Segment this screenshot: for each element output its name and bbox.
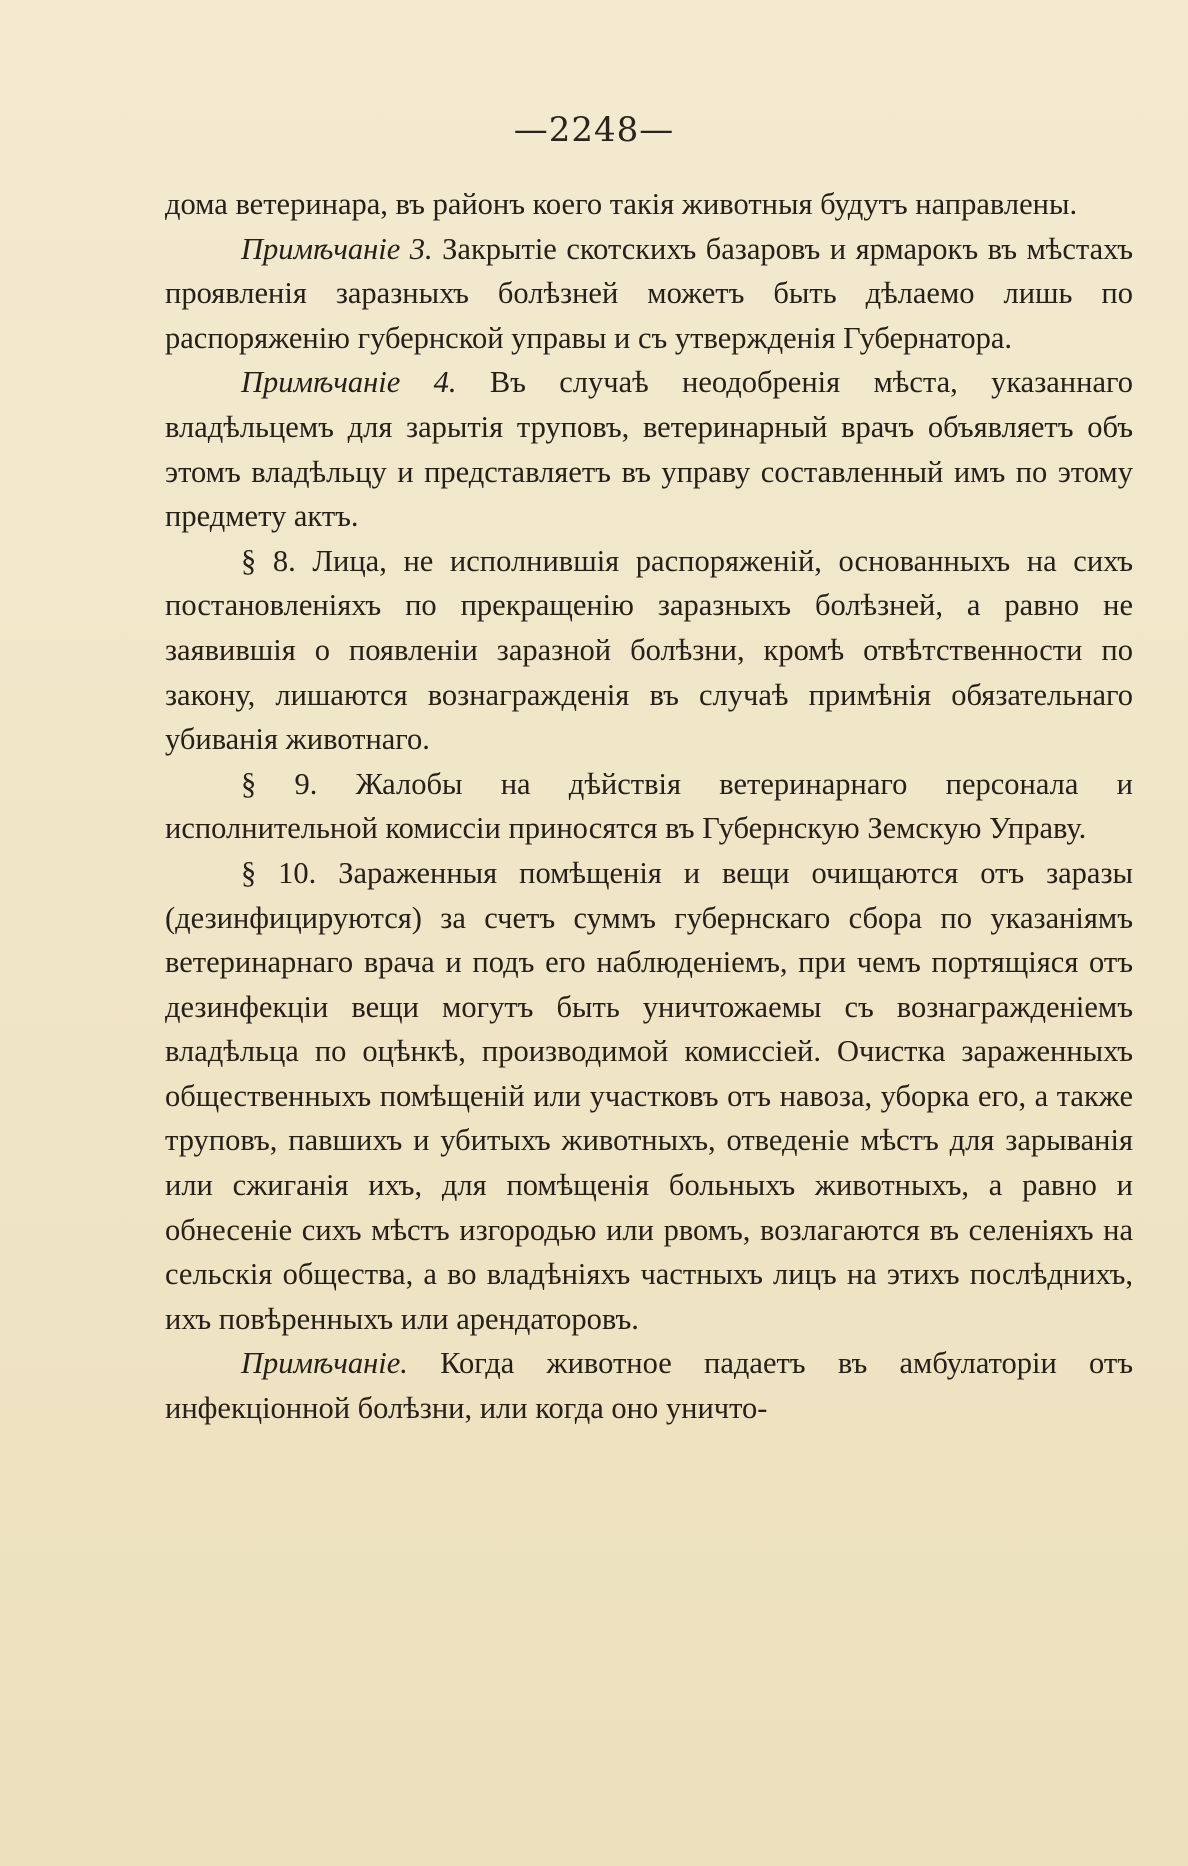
paragraph-continuation (165, 182, 1133, 227)
note-label: Примѣчаніе 3. (241, 231, 433, 266)
paragraph-section-8 (165, 539, 1133, 762)
page-number: —2248— (513, 110, 675, 150)
paragraph-text: § 10. Зараженныя помѣщенія и вещи очищаются отъ заразы (дезинфицируются) за счетъ суммъ губернскаго сбора по указаніямъ ветеринарнаго врача и подъ его наблюденіемъ, при чемъ портящіяся отъ дезинфекціи вещи могутъ быть уничтожаемы съ вознагражденіемъ владѣльца по оцѣнкѣ, производимой комиссіей. Очистка зараженныхъ общественныхъ помѣщеній или участковъ отъ навоза, уборка его, а также труповъ, павшихъ и убитыхъ животныхъ, отведеніе мѣстъ для зарыванія или сжиганія ихъ, для помѣщенія больныхъ животныхъ, а равно и обнесеніе сихъ мѣстъ изгородью или рвомъ, возлагаются въ селеніяхъ на сельскія общества, а во владѣніяхъ частныхъ лицъ на этихъ послѣднихъ, ихъ повѣренныхъ или арендаторовъ. (165, 855, 1133, 1336)
paragraph-text: Въ случаѣ неодобренія мѣста, указаннаго владѣльцемъ для зарытія труповъ, ветеринарный врачъ объявляетъ объ этомъ владѣльцу и представляетъ въ управу составленный имъ по этому предмету актъ. (165, 365, 1133, 534)
note-label: Примѣчаніе. (241, 1346, 408, 1381)
paragraph-note-3 (165, 227, 1133, 361)
paragraph-text: § 8. Лица, не исполнившія распоряженій, основанныхъ на сихъ постановленіяхъ по прекращенію заразныхъ болѣзней, а равно не заявившія о появленіи заразной болѣзни, кромѣ отвѣтственности по закону, лишаются вознагражденія въ случаѣ примѣнія обязательнаго убиванія животнаго. (165, 543, 1133, 757)
paragraph-section-9 (165, 762, 1133, 851)
paragraph-text: Когда животное падаетъ въ амбулаторіи отъ инфекціонной болѣзни, или когда оно уничто- (165, 1346, 1133, 1426)
paragraph-note (165, 1341, 1133, 1430)
paragraph-note-4 (165, 360, 1133, 538)
paragraph-section-10 (165, 851, 1133, 1342)
paragraph-text: дома ветеринара, въ районъ коего такія животныя будутъ направлены. (165, 187, 1078, 221)
paragraph-text: § 9. Жалобы на дѣйствія ветеринарнаго персонала и исполнительной комиссіи приносятся въ Губернскую Земскую Управу. (165, 766, 1133, 846)
note-label: Примѣчаніе 4. (241, 365, 457, 400)
paragraph-text: Закрытіе скотскихъ базаровъ и ярмарокъ въ мѣстахъ проявленія заразныхъ болѣзней можетъ быть дѣлаемо лишь по распоряженію губернской управы и съ утвержденія Губернатора. (165, 231, 1133, 355)
body-text (165, 182, 1133, 1431)
